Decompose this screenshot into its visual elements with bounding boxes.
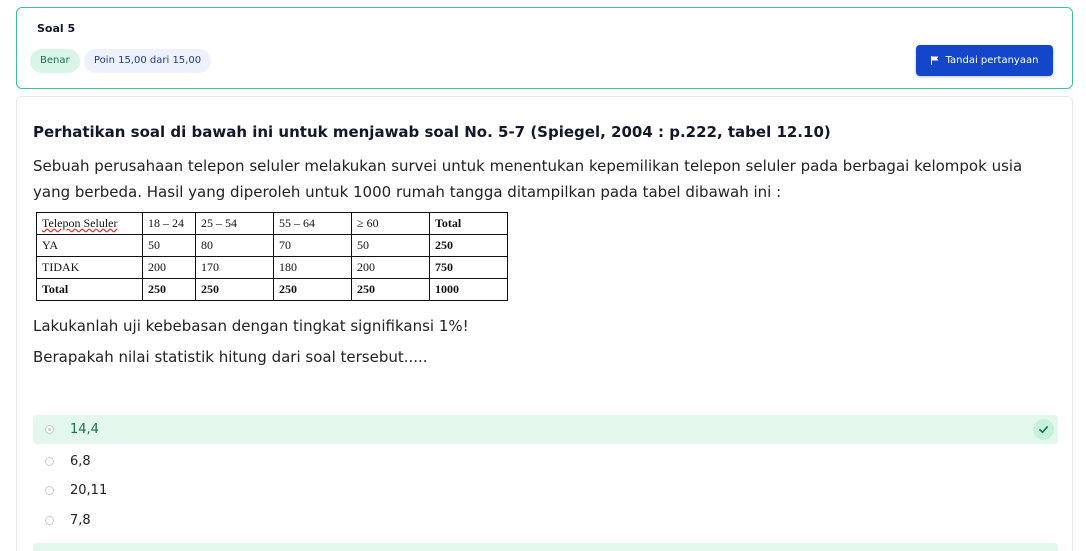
table-cell: TIDAK xyxy=(37,257,143,279)
table-row xyxy=(37,235,508,257)
status-badge: Benar xyxy=(30,49,80,73)
table-cell: 170 xyxy=(196,257,274,279)
radio-unselected[interactable] xyxy=(45,516,54,525)
radio-unselected[interactable] xyxy=(45,457,54,466)
table-cell: 180 xyxy=(274,257,352,279)
table-cell: 250 xyxy=(196,279,274,301)
table-cell: 80 xyxy=(196,235,274,257)
answer-option-c[interactable] xyxy=(33,476,1058,505)
table-cell: 250 xyxy=(430,235,508,257)
table-cell: 25 – 54 xyxy=(196,213,274,235)
table-cell: Telepon Seluler xyxy=(37,213,143,235)
table-row xyxy=(37,279,508,301)
table-cell: 200 xyxy=(352,257,430,279)
table-cell: 18 – 24 xyxy=(143,213,196,235)
check-icon xyxy=(1033,419,1054,440)
table-cell: 50 xyxy=(143,235,196,257)
flag-icon xyxy=(931,56,939,65)
question-instruction: Lakukanlah uji kebebasan dengan tingkat signifikansi 1%! xyxy=(33,317,469,335)
feedback-panel xyxy=(33,543,1058,551)
table-row xyxy=(37,257,508,279)
option-label: 20,11 xyxy=(70,483,108,498)
radio-selected[interactable] xyxy=(45,425,54,434)
table-cell: 70 xyxy=(274,235,352,257)
option-label: 14,4 xyxy=(70,422,99,437)
question-paragraph: Sebuah perusahaan telepon seluler melakukan survei untuk menentukan kepemilikan telepon seluler pada berbagai kelompok usia yang berbeda. Hasil yang diperoleh untuk 1000 rumah tangga ditampilkan pada tabel dibawah ini : xyxy=(33,157,1023,201)
question-info-card xyxy=(16,7,1073,89)
table-cell: 250 xyxy=(143,279,196,301)
points-badge: Poin 15,00 dari 15,00 xyxy=(84,49,211,73)
table-cell: 250 xyxy=(274,279,352,301)
table-cell: ≥ 60 xyxy=(352,213,430,235)
question-title: Perhatikan soal di bawah ini untuk menjawab soal No. 5-7 (Spiegel, 2004 : p.222, tabel 12.10) xyxy=(33,123,831,141)
flag-question-button[interactable] xyxy=(916,45,1053,76)
question-content xyxy=(16,96,1073,551)
data-table xyxy=(36,212,508,301)
table-cell: Total xyxy=(430,213,508,235)
table-cell: 1000 xyxy=(430,279,508,301)
table-header-row xyxy=(37,213,508,235)
option-label: 7,8 xyxy=(70,513,91,528)
answer-option-a[interactable] xyxy=(33,415,1058,444)
option-label: 6,8 xyxy=(70,454,91,469)
flag-button-label: Tandai pertanyaan xyxy=(945,55,1039,66)
question-prompt: Berapakah nilai statistik hitung dari soal tersebut..... xyxy=(33,348,428,366)
table-cell: YA xyxy=(37,235,143,257)
answer-option-d[interactable] xyxy=(33,506,1058,535)
radio-unselected[interactable] xyxy=(45,486,54,495)
table-cell: 750 xyxy=(430,257,508,279)
table-cell: 250 xyxy=(352,279,430,301)
table-cell: 55 – 64 xyxy=(274,213,352,235)
question-number: Soal 5 xyxy=(37,22,76,35)
table-cell: 200 xyxy=(143,257,196,279)
answer-option-b[interactable] xyxy=(33,447,1058,476)
table-cell: Total xyxy=(37,279,143,301)
table-cell: 50 xyxy=(352,235,430,257)
